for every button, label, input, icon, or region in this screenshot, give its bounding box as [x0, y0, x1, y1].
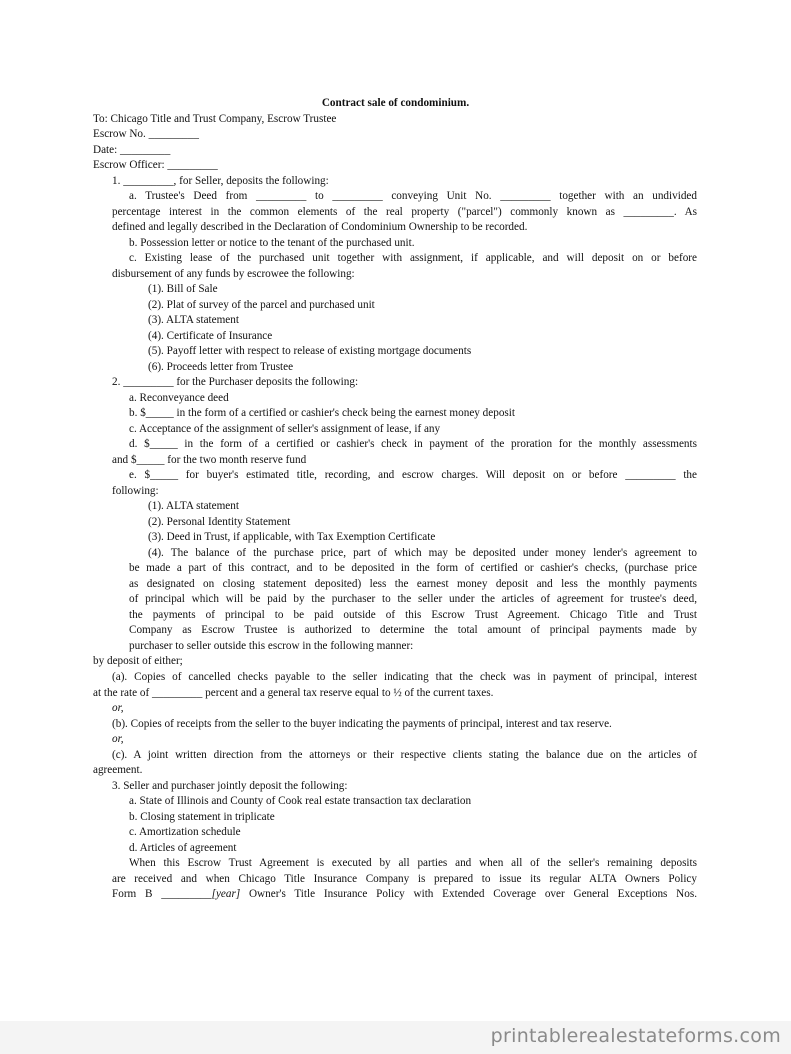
- year-placeholder: [year]: [211, 888, 241, 900]
- section-1-intro: 1. _________, for Seller, deposits the following:: [112, 175, 329, 187]
- section-2-4-line: purchaser to seller outside this escrow in the following manner:: [129, 640, 414, 652]
- section-2-4-line: Company as Escrow Trustee is authorized to determine the total amount of principal payments made by: [129, 624, 697, 636]
- or-separator: or,: [112, 733, 124, 745]
- option-a-line: (a). Copies of cancelled checks payable to the seller indicating that the check was in payment of principal, interest: [112, 671, 697, 683]
- list-item: (1). ALTA statement: [148, 500, 239, 512]
- closing-paragraph-line: are received and when Chicago Title Insurance Company is prepared to issue its regular ALTA Owners Policy: [112, 873, 697, 885]
- section-2e-line: following:: [112, 485, 159, 497]
- list-item: d. Articles of agreement: [129, 842, 237, 854]
- option-c-line: (c). A joint written direction from the attorneys or their respective clients stating the balance due on the articles of: [112, 749, 697, 761]
- option-a-line: at the rate of _________ percent and a general tax reserve equal to ½ of the current taxes.: [93, 687, 494, 699]
- by-deposit-line: by deposit of either;: [93, 655, 183, 667]
- section-2c: c. Acceptance of the assignment of seller's assignment of lease, if any: [129, 423, 441, 435]
- option-b: (b). Copies of receipts from the seller to the buyer indicating the payments of principal, interest and tax reserve.: [112, 718, 612, 730]
- addressee-line: To: Chicago Title and Trust Company, Escrow Trustee: [93, 113, 337, 125]
- section-2-intro: 2. _________ for the Purchaser deposits the following:: [112, 376, 359, 388]
- escrow-officer-line: Escrow Officer: _________: [93, 159, 218, 171]
- section-1c-line: c. Existing lease of the purchased unit together with assignment, if applicable, and will deposit on or before: [129, 252, 697, 264]
- section-2-4-line: of principal which will be paid by the purchaser to the seller under the articles of agreement for trustee's deed,: [129, 593, 697, 605]
- date-line: Date: _________: [93, 144, 171, 156]
- section-2e-line: e. $_____ for buyer's estimated title, recording, and escrow charges. Will deposit on or before _________ the: [129, 469, 697, 481]
- option-c-line: agreement.: [93, 764, 143, 776]
- section-2d-line: and $_____ for the two month reserve fund: [112, 454, 307, 466]
- section-2-4-line: be made a part of this contract, and to be deposited in the form of certified or cashier's checks, (purchase price: [129, 562, 697, 574]
- section-1a-line: percentage interest in the common elements of the real property ("parcel") commonly known as _________. As: [112, 206, 697, 218]
- form-b-text: Form B _________: [112, 888, 212, 900]
- section-1a-line: defined and legally described in the Declaration of Condominium Ownership to be recorded.: [112, 221, 528, 233]
- list-item: (1). Bill of Sale: [148, 283, 218, 295]
- closing-paragraph-line: When this Escrow Trust Agreement is executed by all parties and when all of the seller's remaining deposits: [129, 857, 697, 869]
- list-item: (5). Payoff letter with respect to release of existing mortgage documents: [148, 345, 472, 357]
- section-2-4-line: (4). The balance of the purchase price, part of which may be deposited under money lender's agreement to: [148, 547, 697, 559]
- policy-text: Owner's Title Insurance Policy with Extended Coverage over General Exceptions Nos.: [240, 888, 697, 900]
- site-watermark: printablerealestateforms.com: [490, 1025, 781, 1047]
- section-1a-line: a. Trustee's Deed from _________ to _________ conveying Unit No. _________ together with an undivided: [129, 190, 697, 202]
- section-2-4-line: as designated on closing statement deposited) less the earnest money deposit and less the monthly payments: [129, 578, 697, 590]
- section-2-4-line: the payments of principal to be paid outside of this Escrow Trust Agreement. Chicago Title and Trust: [129, 609, 697, 621]
- list-item: (6). Proceeds letter from Trustee: [148, 361, 294, 373]
- list-item: c. Amortization schedule: [129, 826, 241, 838]
- escrow-number-line: Escrow No. _________: [93, 128, 199, 140]
- section-1c-line: disbursement of any funds by escrowee the following:: [112, 268, 355, 280]
- document-title: Contract sale of condominium.: [321, 97, 470, 109]
- section-2b: b. $_____ in the form of a certified or cashier's check being the earnest money deposit: [129, 407, 515, 419]
- list-item: a. State of Illinois and County of Cook real estate transaction tax declaration: [129, 795, 472, 807]
- list-item: (2). Personal Identity Statement: [148, 516, 291, 528]
- list-item: (4). Certificate of Insurance: [148, 330, 273, 342]
- list-item: (3). ALTA statement: [148, 314, 239, 326]
- closing-paragraph-line: [112, 887, 697, 902]
- section-2a: a. Reconveyance deed: [129, 392, 229, 404]
- list-item: (3). Deed in Trust, if applicable, with Tax Exemption Certificate: [148, 531, 436, 543]
- footer-bar: [0, 1021, 791, 1054]
- section-3-intro: 3. Seller and purchaser jointly deposit the following:: [112, 780, 348, 792]
- section-2d-line: d. $_____ in the form of a certified or cashier's check in payment of the proration for the monthly assessments: [129, 438, 697, 450]
- or-separator: or,: [112, 702, 124, 714]
- list-item: (2). Plat of survey of the parcel and purchased unit: [148, 299, 375, 311]
- section-1b: b. Possession letter or notice to the tenant of the purchased unit.: [129, 237, 415, 249]
- list-item: b. Closing statement in triplicate: [129, 811, 275, 823]
